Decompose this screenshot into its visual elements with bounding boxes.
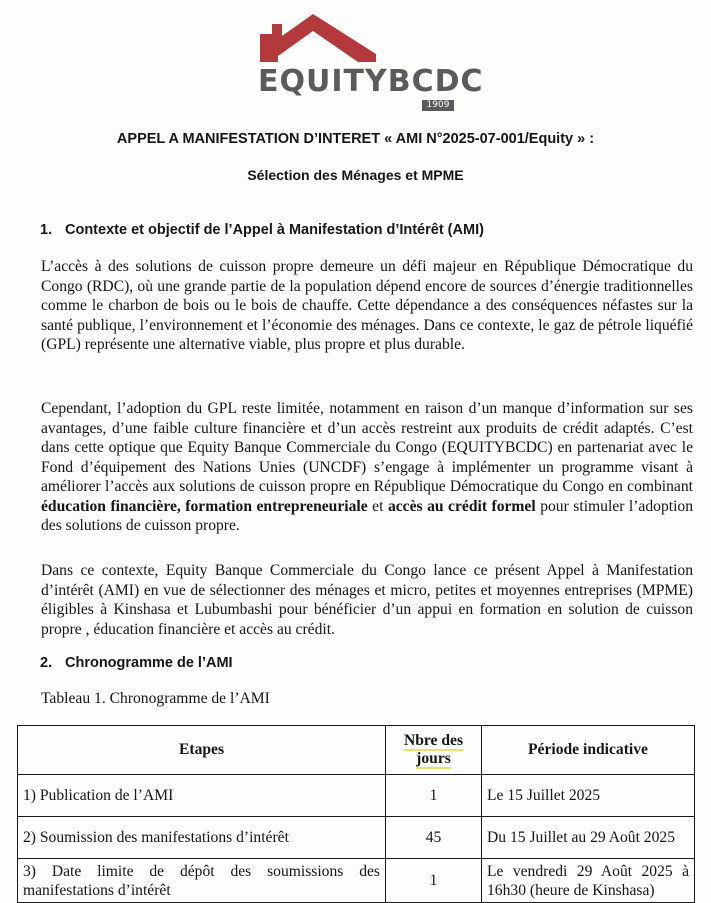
- logo-bcdc: BCDC: [387, 64, 484, 99]
- paragraph-adoption-text-a: Cependant, l’adoption du GPL reste limitée, notamment en raison d’un manque d’information sur ses avantages, d’une faible culture financière et d’un accès restreint aux produits de crédit adaptés. C’est dans cette optique que Equity Banque Commerciale du Congo (EQUITYBCDC) en partenariat avec le Fond d’équipement des Nations Unies (UNCDF) s’engage à implémenter un programme visant à améliorer l’accès aux solutions de cuisson propre en République Démocratique du Congo en combinant: [41, 400, 693, 495]
- logo-equity: EQUITY: [258, 64, 388, 99]
- document-subtitle: Sélection des Ménages et MPME: [247, 167, 464, 183]
- table-row: [18, 775, 695, 817]
- header-etapes: Etapes: [18, 726, 386, 775]
- bold-acces-credit: accès au crédit formel: [387, 497, 536, 515]
- paragraph-adoption: [41, 399, 693, 536]
- cell-days: 1: [386, 859, 482, 903]
- header-periode: Période indicative: [482, 726, 695, 775]
- logo-wordmark: [258, 64, 484, 99]
- paragraph-adoption-text-d: pour stimuler l’adoption des solutions de cuisson propre.: [41, 497, 693, 534]
- paragraph-adoption-text-c: et: [367, 497, 388, 515]
- cell-days: 45: [386, 817, 482, 859]
- chronogram-table: [17, 725, 695, 903]
- cell-period: Le 15 Juillet 2025: [482, 775, 695, 817]
- equitybcdc-logo: [258, 12, 484, 112]
- table-row: [18, 859, 695, 903]
- section-1-title: Contexte et objectif de l’Appel à Manifestation d’Intérêt (AMI): [65, 222, 484, 238]
- cell-days: 1: [386, 775, 482, 817]
- cell-period: Du 15 Juillet au 29 Août 2025: [482, 817, 695, 859]
- document-title: APPEL A MANIFESTATION D’INTERET « AMI N°2025-07-001/Equity » :: [116, 131, 595, 147]
- cell-period: Le vendredi 29 Août 2025 à 16h30 (heure de Kinshasa): [482, 859, 695, 903]
- table-caption: Tableau 1. Chronogramme de l’AMI: [41, 690, 270, 707]
- house-roof-icon: [258, 12, 468, 72]
- paragraph-launch: Dans ce contexte, Equity Banque Commerciale du Congo lance ce présent Appel à Manifestation d’intérêt (AMI) en vue de sélectionner des ménages et micro, petites et moyennes entreprises (MPME) éligibles à Kinshasa et Lubumbashi pour bénéficier d’un appui en formation en solution de cuisson propre , éducation financière et accès au crédit.: [41, 562, 693, 638]
- bold-education-financiere: éducation financière: [41, 497, 177, 515]
- header-nbre-jours: [386, 726, 482, 775]
- cell-step: 1) Publication de l’AMI: [18, 775, 386, 817]
- section-2-number: 2.: [40, 655, 53, 671]
- bold-comma: ,: [176, 497, 186, 515]
- paragraph-context: L’accès à des solutions de cuisson propre demeure un défi majeur en République Démocratique du Congo (RDC), où une grande partie de la population dépend encore de sources d’énergie traditionnelles comme le charbon de bois ou le bois de chauffe. Cette dépendance a des conséquences néfastes sur la santé publique, l’environnement et l’économie des ménages. Dans ce contexte, le gaz de pétrole liquéfié (GPL) représente une alternative viable, plus propre et plus durable.: [41, 258, 693, 353]
- cell-step: 3) Date limite de dépôt des soumissions des manifestations d’intérêt: [18, 859, 386, 903]
- section-1-heading: [40, 222, 484, 238]
- logo-year-badge: 1909: [422, 100, 454, 111]
- table-header-row: [18, 726, 695, 775]
- section-2-heading: [40, 655, 233, 671]
- section-2-title: Chronogramme de l’AMI: [65, 655, 233, 671]
- section-1-number: 1.: [40, 222, 53, 238]
- cell-step: 2) Soumission des manifestations d’intérêt: [18, 817, 386, 859]
- header-nbre-jours-text: Nbre des jours: [403, 732, 464, 767]
- bold-formation-entrepreneuriale: formation entrepreneuriale: [185, 497, 368, 515]
- table-row: [18, 817, 695, 859]
